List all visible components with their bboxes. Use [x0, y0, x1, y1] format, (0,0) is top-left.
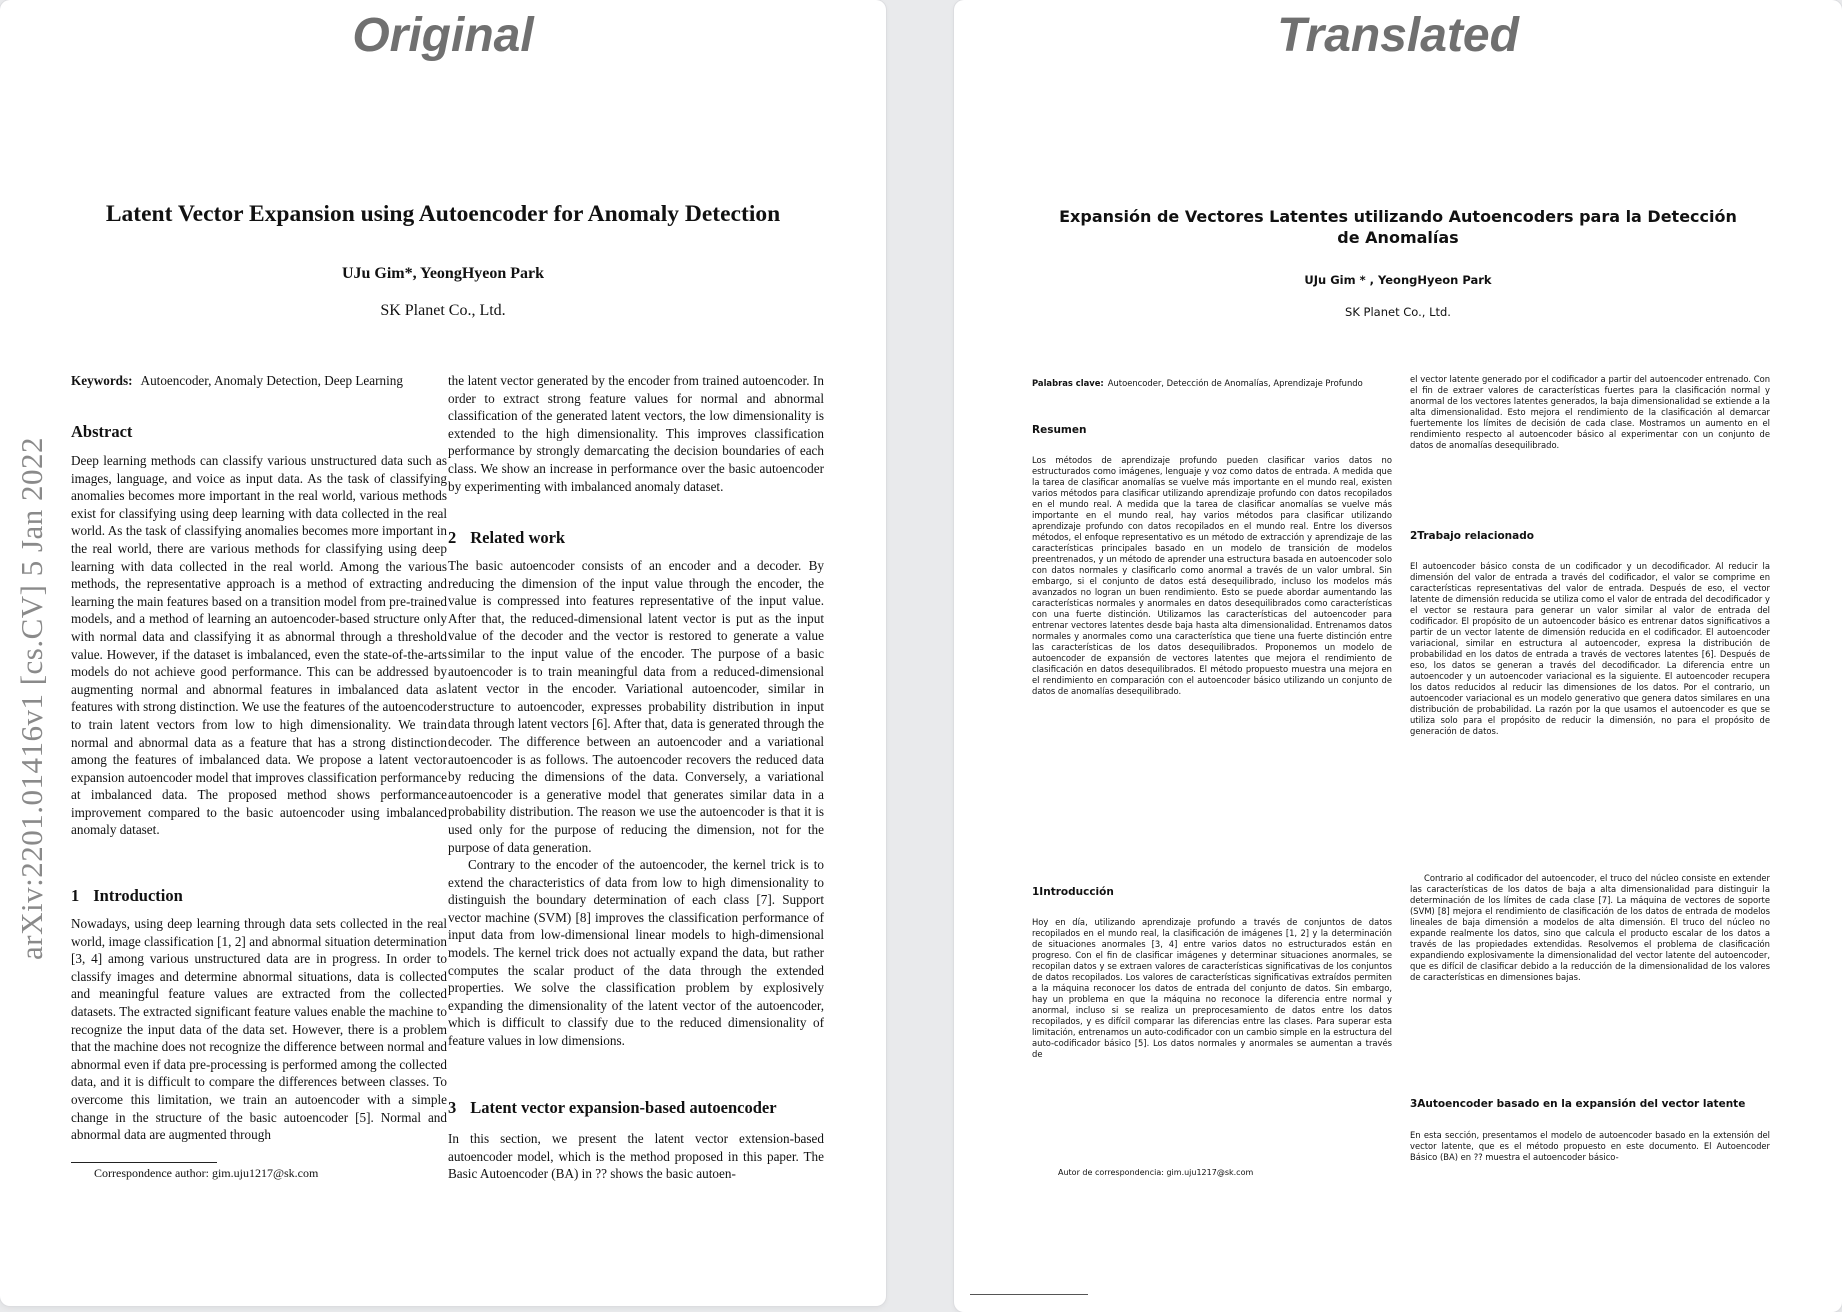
keywords-block [71, 372, 447, 390]
translated-abstract-text: Los métodos de aprendizaje profundo pueden clasificar varios datos no estructurados como imágenes, lenguaje y voz como datos de entrada. A medida que la tarea de clasificar anomalías se vuelve más importante en el mundo real, existen varios métodos para clasificar utilizando aprendizaje profundo con datos recopilados en el mundo real. A medida que la tarea de clasificar anomalías se vuelve más importante en el mundo real, hay varios métodos para clasificar utilizando aprendizaje profundo con datos recopilados en el mundo real. Entre los diversos métodos, el enfoque representativo es un método de extracción y aprendizaje de las características principales basado en un modelo de transición de modelos preentrenados, y un método de aprender una estructura basada en autoencoder solo con datos normales y clasificarlo como anormal a través de un valor umbral. Sin embargo, si el conjunto de datos está desequilibrado, incluso los modelos más avanzados no logran un buen rendimiento. Esto se puede abordar aumentando las características normales y anormales en datos desequilibrados como características con una fuerte distinción. Utilizamos las características del autoencoder para entrenar vectores latentes desde baja hasta alta dimensionalidad. Entrenamos datos normales y anormales como una característica que tiene una fuerte distinción entre las características de los datos desequilibrados. Proponemos un modelo de autoencoder de expansión de vectores latentes que mejora el rendimiento de clasificación en datos desequilibrados. El método propuesto muestra una mejora en el rendimiento en comparación con el autoencoder básico utilizando un conjunto de datos de anomalías desequilibrado. [1032, 455, 1392, 696]
footnote: Correspondence author: gim.uju1217@sk.com [94, 1166, 319, 1180]
translated-related-p2-block [1410, 873, 1770, 983]
footnote-rule [71, 1162, 217, 1163]
latent-number: 3 [448, 1098, 457, 1117]
related-heading-text: Related work [470, 528, 566, 547]
translated-intro-continuation-block [1410, 374, 1770, 451]
translated-related-block [1410, 561, 1770, 737]
translated-panel-label: Translated [1277, 9, 1519, 62]
translated-page [954, 0, 1842, 1312]
translated-keywords-block [1032, 378, 1392, 389]
translated-abstract-heading: Resumen [1032, 424, 1087, 436]
keywords-text: Autoencoder, Anomaly Detection, Deep Learning [140, 373, 403, 388]
original-page [0, 0, 886, 1306]
related-p1: The basic autoencoder consists of an encoder and a decoder. By reducing the dimension of the input value through the encoder, the value is compressed into features representative of the input value. After that, the reduced-dimensional latent vector is put as the input value of the decoder and the vector is restored to generate a value similar to the input value of the encoder. The purpose of a basic autoencoder is to train meaningful data from a reduced-dimensional latent vector in the encoder. Variational autoencoder, similar in structure to autoencoder, expresses probability distribution in input data through latent vectors [6]. After that, data is generated through the decoder. The difference between an autoencoder and a variational autoencoder is as follows. The autoencoder recovers the reduced data by reducing the dimensions of the data. Conversely, a variational autoencoder is a generative model that generates similar data in a probability distribution. The reason we use the autoencoder is that it is used only for the purpose of reducing the dimension, not for the purpose of data generation. [448, 558, 824, 855]
translated-intro-continuation-text: el vector latente generado por el codificador a partir del autoencoder entrenado. Con el fin de extraer valores de características fuertes para la clasificación normal y anormal de los vectores latentes generados, la baja dimensionalidad se extiende a la alta dimensionalidad. Esto mejora el rendimiento de la clasificación al demarcar fuertemente los límites de decisión de cada clase. Mostramos un aumento en el rendimiento respecto al autoencoder básico al experimentar con un conjunto de datos de anomalías desequilibrado. [1410, 374, 1770, 450]
abstract-text: Deep learning methods can classify various unstructured data such as images, language, and voice as input data. As the task of classifying anomalies becomes more important in the real world, various methods exist for classifying using deep learning with data collected in the real world. As the task of classifying anomalies becomes more important in the real world, there are various methods for classifying using deep learning with data collected in the real world. Among the various methods, the representative approach is a method of extracting and learning the main features based on a transition model from pre-trained models, and a method of learning an autoencoder-based structure only with normal data and classifying it as abnormal through a threshold value. However, if the dataset is imbalanced, even the state-of-the-arts models do not achieve good performance. This can be addressed by augmenting normal and abnormal features in imbalanced data as features with strong distinction. We use the features of the autoencoder to train latent vectors from low to high dimensionality. We train normal and abnormal data as a feature that has a strong distinction among the features of imbalanced data. We propose a latent vector expansion autoencoder model that improves classification performance at imbalanced data. The proposed method shows performance improvement compared to the basic autoencoder using imbalanced anomaly dataset. [71, 453, 447, 838]
keywords-label: Keywords: [71, 373, 133, 388]
original-panel-label: Original [352, 9, 534, 62]
translated-latent-heading: 3Autoencoder basado en la expansión del vector latente [1410, 1098, 1746, 1110]
translated-authors: UJu Gim * , YeongHyeon Park [1304, 273, 1492, 287]
related-number: 2 [448, 528, 457, 547]
latent-heading-text: Latent vector expansion-based autoencoder [470, 1098, 777, 1117]
intro-text: Nowadays, using deep learning through data sets collected in the real world, image classification [1, 2] and abnormal situation determination [3, 4] among various unstructured data are in progress. In order to classify images and determine abnormal situations, data is collected and meaningful feature values are extracted from the collected datasets. The extracted significant feature values enable the machine to recognize the input data of the data set. However, there is a problem that the machine does not recognize the difference between normal and abnormal even if data pre-processing is performed among the collected data, and it is difficult to compare the differences between classes. To overcome this limitation, we train an autoencoder with a simple change in the structure of the basic autoencoder [5]. Normal and abnormal data are augmented through [71, 916, 447, 1143]
intro-heading [71, 886, 183, 906]
arxiv-stamp: arXiv:2201.01416v1 [cs.CV] 5 Jan 2022 [14, 436, 49, 960]
intro-continuation-text: the latent vector generated by the encoder from trained autoencoder. In order to extract strong feature values for normal and abnormal classification of the generated latent vectors, the low dimensionality is extended to the high dimensionality. This improves classification performance by strongly demarcating the decision boundaries of each class. We show an increase in performance over the basic autoencoder by experimenting with imbalanced anomaly dataset. [448, 373, 824, 494]
related-block [448, 557, 824, 1050]
related-p2: Contrary to the encoder of the autoencoder, the kernel trick is to extend the characteristics of data from low to high dimensionality to distinguish the boundary determination of each class [7]. Support vector machine (SVM) [8] improves the classification performance of input data from low-dimensional linear models to high-dimensional models. The kernel trick does not actually expand the data, but rather computes the scalar product of the data through the extended properties. We solve the classification problem by explosively expanding the dimensionality of the latent vector of the autoencoder, which is difficult to classify due to the reduced dimensionality of feature values in low dimensions. [448, 857, 824, 1049]
latent-text: In this section, we present the latent vector extension-based autoencoder model, which is the method proposed in this paper. The Basic Autoencoder (BA) in ?? shows the basic autoen- [448, 1131, 824, 1182]
intro-number: 1 [71, 886, 80, 905]
translated-latent-text: En esta sección, presentamos el modelo de autoencoder basado en la extensión del vector latente, que es el método propuesto en este documento. El Autoencoder Básico (BA) en ?? muestra el autoencoder básico- [1410, 1130, 1770, 1162]
paper-affiliation: SK Planet Co., Ltd. [380, 302, 506, 319]
translated-affiliation: SK Planet Co., Ltd. [1345, 305, 1451, 319]
paper-authors: UJu Gim*, YeongHyeon Park [341, 265, 545, 282]
translated-keywords-text: Autoencoder, Detección de Anomalías, Aprendizaje Profundo [1107, 378, 1363, 388]
translated-abstract-block [1032, 455, 1392, 697]
translated-intro-block [1032, 917, 1392, 1060]
translated-footnote: Autor de correspondencia: gim.uju1217@sk.com [1058, 1168, 1254, 1177]
translated-footnote-rule [970, 1294, 1088, 1295]
latent-heading [448, 1098, 777, 1118]
translated-title: Expansión de Vectores Latentes utilizando Autoencoders para la Detección de Anomalías [1059, 207, 1737, 247]
paper-title: Latent Vector Expansion using Autoencoder for Anomaly Detection [105, 201, 781, 227]
translated-related-p1: El autoencoder básico consta de un codificador y un decodificador. Al reducir la dimensión del valor de entrada a través del codificador, el valor se comprime en características representativas del valor de entrada. Después de eso, el vector latente de dimensión reducida se utiliza como el valor de entrada del decodificador y el vector se restaura para generar un valor similar al valor de entrada del codificador. El propósito de un autoencoder básico es entrenar datos significativos a partir de un vector latente de dimensión reducida en el codificador. El autoencoder variacional, similar en estructura al autoencoder, expresa la distribución de probabilidad en los datos de entrada a través de vectores latentes [6]. Después de eso, los datos se generan a través del decodificador. La diferencia entre un autoencoder y un autoencoder variacional es la siguiente. El autoencoder recupera los datos reducidos al reducir las dimensiones de los datos. Por el contrario, un autoencoder variacional es un modelo generativo que genera datos similares en una distribución de probabilidad. La razón por la que usamos el autoencoder es que se utiliza solo para el propósito de reducir la dimensión, no para el propósito de generación de datos. [1410, 561, 1770, 736]
translated-keywords-label: Palabras clave: [1032, 378, 1104, 388]
original-panel [0, 0, 886, 1306]
intro-block [71, 915, 447, 1144]
intro-continuation-block [448, 372, 824, 495]
translated-related-heading: 2Trabajo relacionado [1410, 530, 1534, 542]
translated-related-p2: Contrario al codificador del autoencoder, el truco del núcleo consiste en extender las características de los datos de baja a alta dimensionalidad para distinguir la determinación de los límites de cada clase [7]. La máquina de vectores de soporte (SVM) [8] mejora el rendimiento de clasificación de los datos de entrada de modelos lineales de baja dimensión a modelos de alta dimensión. El truco del núcleo no expande realmente los datos, sino que calcula el producto escalar de los datos a través de las propiedades extendidas. Resolvemos el problema de clasificación expandiendo explosivamente la dimensionalidad del vector latente del autoencoder, que es difícil de clasificar debido a la reducción de la dimensionalidad de los valores de características en dimensiones bajas. [1410, 873, 1770, 982]
related-heading [448, 528, 565, 548]
intro-heading-text: Introduction [93, 886, 183, 905]
latent-block [448, 1130, 824, 1183]
translated-intro-heading: 1Introducción [1032, 886, 1114, 898]
abstract-block [71, 452, 447, 839]
translated-intro-text: Hoy en día, utilizando aprendizaje profundo a través de conjuntos de datos recopilados en el mundo real, la clasificación de imágenes [1, 2] y la determinación de situaciones anormales [3, 4] entre varios datos no estructurados están en progreso. Con el fin de clasificar imágenes y determinar situaciones anormales, se recopilan datos y se extraen valores de características significativas de los conjuntos de datos recopilados. Los valores de características significativas extraídos permiten a la máquina reconocer los datos de entrada del conjunto de datos. Sin embargo, hay un problema en que la máquina no reconoce la diferencia entre normal y anormal, incluso si se realiza un preprocesamiento de datos entre los datos recopilados, y es difícil comparar las diferencias entre las clases. Para superar esta limitación, entrenamos un auto-codificador con un cambio simple en la estructura del auto-codificador básico [5]. Los datos normales y anormales se aumentan a través de [1032, 917, 1393, 1059]
abstract-heading: Abstract [71, 422, 133, 441]
translated-panel [954, 0, 1842, 1312]
translated-latent-block [1410, 1130, 1770, 1163]
